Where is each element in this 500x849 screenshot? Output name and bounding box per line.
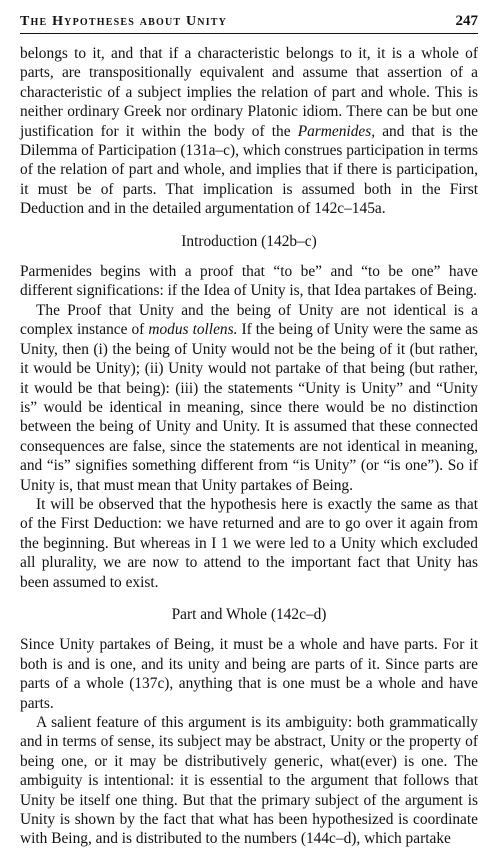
paragraph: A salient feature of this argument is its ambiguity: both grammatically and in terms of sense, its subject may be abstract, Unity or the property of being one, or it may be distributively generic, what(ever) is one. The ambiguity is intentional: it is essential to the argument that follows that Unity be itself one thing. But that the primary subject of the argument is Unity is shown by the fact that what has been hypothesized is coordinate with Being, and is distributed to the numbers (144c–d), which partake: [20, 714, 478, 848]
page-number: 247: [455, 13, 478, 29]
section-heading-part-and-whole: Part and Whole (142c–d): [171, 605, 327, 623]
text-run: If the being of Unity were the same as Unity, then (i) the being of Unity would not be the being of it (but rather, it would be Unity); (ii) Unity would not partake of that being (but rather, it would be that being): (iii) the statements “Unity is Unity” and “Unity is” would be identical in meaning, since there would be no distinction between the being of Unity and Unity. It is assumed that these connected consequences are false, since the statements are not identical in meaning, and “is” signifies something different from “is Unity” (or “is one”). So if Unity is, that must mean that Unity partakes of Being.: [20, 321, 478, 494]
paragraph: Parmenides begins with a proof that “to be” and “to be one” have different significations: if the Idea of Unity is, that Idea partakes of Being.: [20, 263, 478, 300]
text-run: belongs to it, and that if a characteristic belongs to it, it is a whole of parts, are transpositionally equivalent and assume that assertion of a characteristic of a subject implies the relation of part and whole. This is neither ordinary Greek nor ordinary Platonic idiom. There can be but one justification for it within the body of the: [20, 45, 478, 140]
paragraph: It will be observed that the hypothesis here is exactly the same as that of the First Deduction: we have returned and are to go over it again from the beginning. But whereas in I 1 we were led to a Unity which excluded all plurality, we are now to attend to the important fact that Unity has been assumed to exist.: [20, 495, 478, 591]
text-run: and that is the Dilemma of Participation (131a–c), which construes participation in terms of the relation of part and whole, and implies that if there is participation, it must be of parts. That implication is assumed both in the First Deduction and in the detailed argumentation of 142c–145a.: [20, 122, 478, 218]
running-header: [20, 13, 478, 34]
paragraph: Since Unity partakes of Being, it must be a whole and have parts. For it both is and is one, and its unity and being are parts of it. Since parts are parts of a whole (137c), anything that is one must be a whole and have parts.: [20, 636, 478, 712]
paragraph: [20, 301, 478, 495]
section-heading-introduction: Introduction (142b–c): [181, 232, 317, 250]
continued-paragraph: [20, 44, 478, 219]
italic-title: Parmenides,: [297, 122, 376, 140]
body-text: [20, 44, 478, 849]
running-title: The Hypotheses about Unity: [20, 14, 228, 29]
text-run: The Proof that Unity and the being of Unity are not identical is a complex instance of: [20, 301, 478, 339]
italic-term: modus tollens.: [148, 321, 238, 339]
